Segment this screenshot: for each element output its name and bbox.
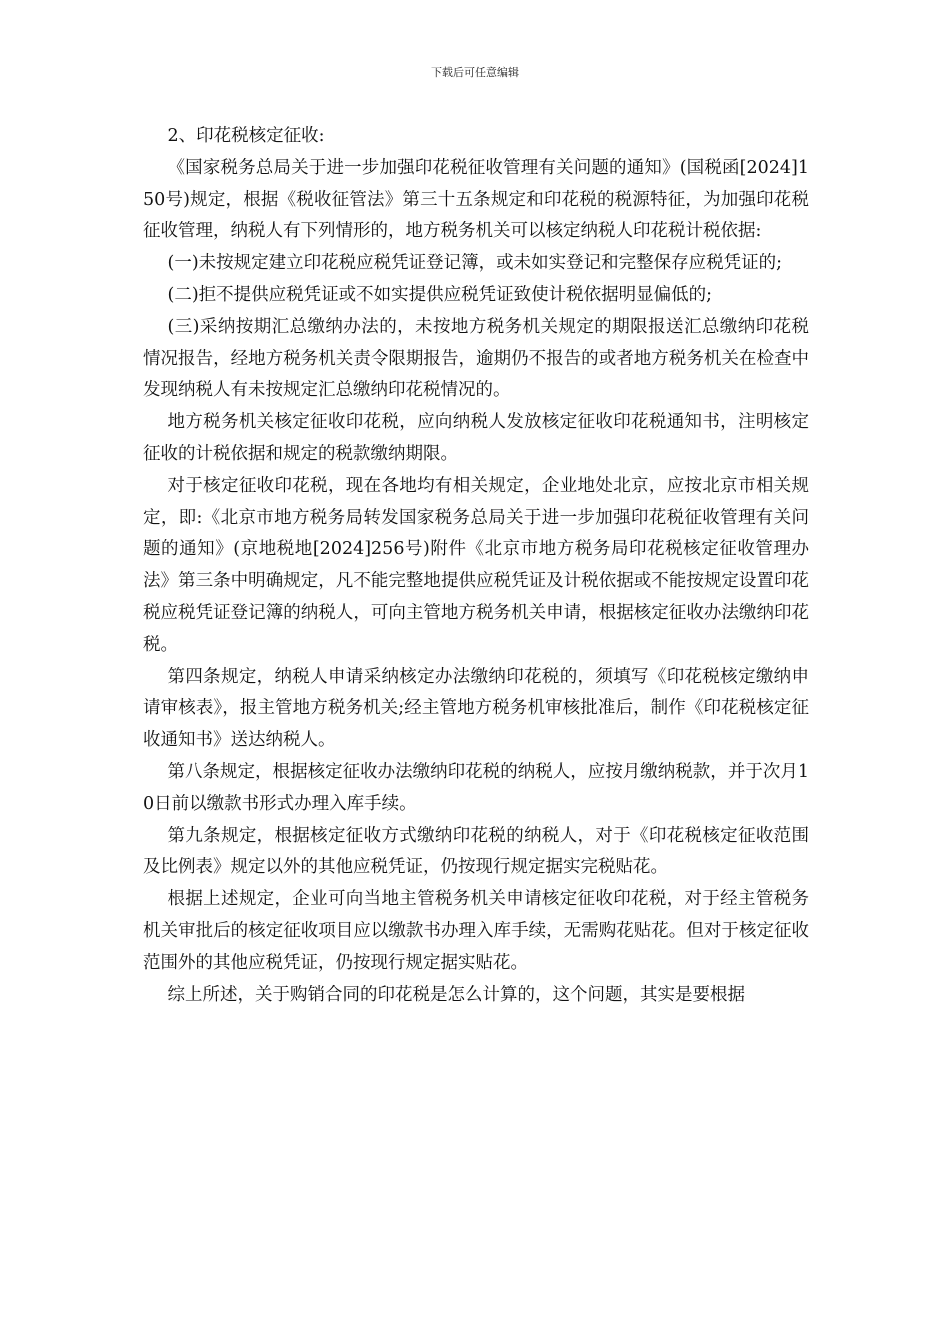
paragraph-summary-rules: 根据上述规定，企业可向当地主管税务机关申请核定征收印花税，对于经主管税务机关审批后的核定征收项目应以缴款书办理入库手续，无需购花贴花。但对于核定征收范围外的其他应税凭证，仍按现行规定据实贴花。 (143, 889, 809, 973)
paragraph-article-four: 第四条规定，纳税人申请采纳核定办法缴纳印花税的，须填写《印花税核定缴纳申请审核表》，报主管地方税务机关;经主管地方税务机审核批准后，制作《印花税核定征收通知书》送达纳税人。 (143, 666, 809, 751)
paragraph-case-two: (二)拒不提供应税凭证或不如实提供应税凭证致使计税依据明显偏低的; (167, 284, 713, 305)
paragraph-assessment-notice: 地方税务机关核定征收印花税，应向纳税人发放核定征收印花税通知书，注明核定征收的计税依据和规定的税款缴纳期限。 (143, 412, 809, 464)
paragraph-stamp-duty-heading: 2、印花税核定征收: (167, 126, 325, 146)
paragraph-conclusion: 综上所述，关于购销合同的印花税是怎么计算的，这个问题，其实是要根据 (167, 984, 745, 1005)
paragraph-case-one: (一)未按规定建立印花税应税凭证登记簿，或未如实登记和完整保存应税凭证的; (167, 253, 783, 274)
page-header: 下载后可任意编辑 (431, 66, 519, 79)
paragraph-case-three: (三)采纳按期汇总缴纳办法的，未按地方税务机关规定的期限报送汇总缴纳印花税情况报告，经地方税务机关责令限期报告，逾期仍不报告的或者地方税务机关在检查中发现纳税人有未按规定汇总缴纳印花税情况的。 (143, 316, 809, 401)
paragraph-article-eight: 第八条规定，根据核定征收办法缴纳印花税的纳税人，应按月缴纳税款，并于次月10日前以缴款书形式办理入库手续。 (143, 761, 809, 814)
paragraph-beijing-rules: 对于核定征收印花税，现在各地均有相关规定，企业地处北京，应按北京市相关规定，即:《北京市地方税务局转发国家税务总局关于进一步加强印花税征收管理有关问题的通知》(京地税地[2024]256号)附件《北京市地方税务局印花税核定征收管理办法》第三条中明确规定，凡不能完整地提供应税凭证及计税依据或不能按规定设置印花税应税凭证登记簿的纳税人，可向主管地方税务机关申请，根据核定征收办法缴纳印花税。 (143, 475, 809, 655)
paragraph-article-nine: 第九条规定，根据核定征收方式缴纳印花税的纳税人，对于《印花税核定征收范围及比例表》规定以外的其他应税凭证，仍按现行规定据实完税贴花。 (143, 825, 809, 878)
paragraph-notice-intro: 《国家税务总局关于进一步加强印花税征收管理有关问题的通知》(国税函[2024]150号)规定，根据《税收征管法》第三十五条规定和印花税的税源特征，为加强印花税征收管理，纳税人有下列情形的，地方税务机关可以核定纳税人印花税计税依据: (143, 157, 809, 242)
document-body (143, 121, 809, 1011)
